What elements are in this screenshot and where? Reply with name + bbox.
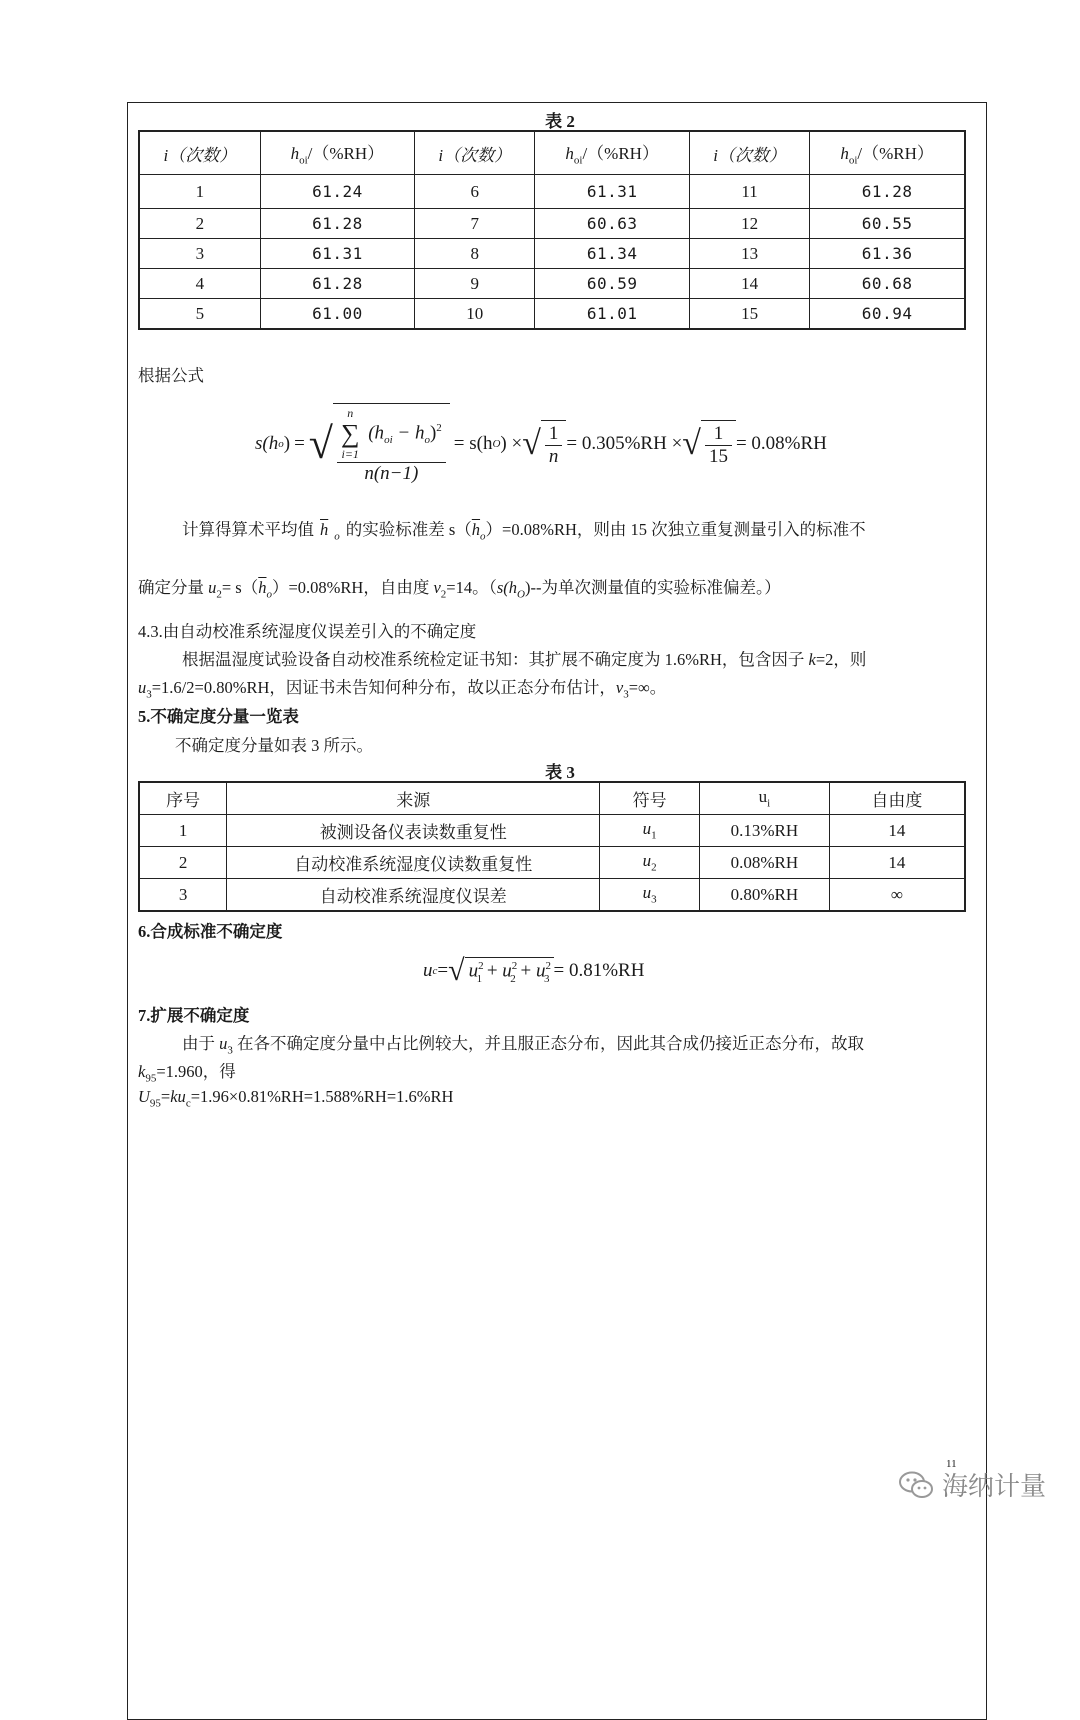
table2-caption: 表 2: [545, 112, 575, 131]
numer-term: (h: [368, 422, 385, 444]
table-cell: $u_3$: [600, 879, 700, 912]
table-cell: 60.68: [810, 269, 965, 299]
fraction-1-over-15: [701, 420, 736, 468]
paragraph-u2: 确定分量 $u_2= s(\overline{h}_o)=0.08\%RH$，自由度 $v_2=14$。（$s(h_O)--$为单次测量值的实验标准偏差。）: [138, 578, 781, 601]
sqrt-sign-icon: √: [522, 425, 541, 462]
section-7-heading: 7.扩展不确定度: [138, 1006, 250, 1025]
table-row: [139, 269, 965, 299]
table2-header-index: i（次数）: [689, 131, 809, 175]
table2-header-value: $h_{oi}/(\%RH)$: [260, 131, 414, 175]
table-row: [139, 879, 965, 912]
table-cell: 14: [829, 815, 965, 847]
table-cell: 61.28: [810, 175, 965, 209]
formula-fraction: [337, 406, 446, 485]
numer-sub: o: [424, 434, 430, 447]
table-cell: 7: [415, 209, 535, 239]
formula-lhs: s(h: [255, 433, 279, 454]
table-cell: 60.59: [535, 269, 689, 299]
numer-minus: − h: [392, 422, 425, 444]
table2-header-index: i（次数）: [415, 131, 535, 175]
formula-eq1: = s(h: [453, 433, 493, 454]
numer-power: 2: [436, 422, 442, 435]
paragraph-table3-ref: 不确定度分量如表 3 所示。: [175, 736, 373, 755]
sigma-icon: ∑: [340, 419, 360, 448]
sqrt-body: [333, 403, 450, 485]
table-cell: 61.34: [535, 239, 689, 269]
sqrt-sign-icon: √: [448, 954, 465, 987]
table2-header-value: $h_{oi}/(\%RH)$: [810, 131, 965, 175]
paragraph-mean-std: 计算得算术平均值 $\overline{h}$ $_o$ 的实验标准差 $s(\overline{h}_o)=0.08\%RH$，则由 15 次独立重复测量引入的标准不: [182, 520, 866, 543]
watermark-text: 海纳计量: [942, 1472, 1047, 1502]
table3-header-row: [139, 782, 965, 815]
table-cell: 12: [689, 209, 809, 239]
paragraph-k95: $k_{95}=1.960$，得: [138, 1062, 236, 1085]
table-cell: 1: [139, 175, 260, 209]
table-cell: ∞: [829, 879, 965, 912]
table-cell: 自动校准系统湿度仪读数重复性: [227, 847, 600, 879]
table-cell: 被测设备仪表读数重复性: [227, 815, 600, 847]
formula-combined-uncertainty: u c = √ $u^2_1 + u^2_2 + u^2_3$ = 0.81%RH: [423, 954, 645, 987]
table-cell: 11: [689, 175, 809, 209]
numer-close: ): [429, 422, 437, 444]
formula-denominator: n(n−1): [364, 463, 419, 484]
formula-lhs-sub: o: [278, 438, 284, 450]
table-cell: 8: [415, 239, 535, 269]
paragraph-certificate: 根据温湿度试验设备自动校准系统检定证书知：其扩展不确定度为 1.6%RH，包含因子 k=2，则: [182, 650, 867, 669]
table-cell: 自动校准系统湿度仪误差: [227, 879, 600, 912]
table-cell: 61.28: [260, 269, 414, 299]
table-row: [139, 815, 965, 847]
table-cell: 10: [415, 299, 535, 330]
table-cell: 61.28: [260, 209, 414, 239]
sqrt-sign-icon: √: [308, 419, 333, 468]
formula-eq1-rest: ) ×: [500, 433, 523, 454]
table-cell: 13: [689, 239, 809, 269]
table3: [138, 781, 966, 912]
table3-header-symbol: 符号: [600, 782, 700, 815]
formula-numerator: [337, 406, 446, 463]
table-cell: 60.94: [810, 299, 965, 330]
table-cell: 61.31: [260, 239, 414, 269]
formula-eq3: = 0.08%RH: [735, 433, 827, 454]
sum-upper: n: [347, 406, 354, 420]
table3-header-ui: $u_i$: [700, 782, 830, 815]
table-cell: 2: [139, 847, 227, 879]
table-cell: 1: [139, 815, 227, 847]
table-cell: 4: [139, 269, 260, 299]
table-row: [139, 239, 965, 269]
table3-header-dof: 自由度: [829, 782, 965, 815]
paragraph-k95-reason: 由于 $u_3$ 在各不确定度分量中占比例较大，并且服正态分布，因此其合成仍接近正态分布，故取: [182, 1034, 864, 1057]
sqrt-sign-icon: √: [682, 425, 701, 462]
table3-caption: 表 3: [545, 763, 575, 782]
wechat-icon: [898, 1470, 934, 1500]
table-cell: $u_2$: [600, 847, 700, 879]
formula-eq2: = 0.305%RH ×: [566, 433, 683, 454]
table-cell: 14: [829, 847, 965, 879]
table3-header-source: 来源: [227, 782, 600, 815]
section-6-heading: 6.合成标准不确定度: [138, 922, 283, 941]
page-number: 11: [946, 1458, 957, 1470]
table-cell: 9: [415, 269, 535, 299]
section-5-heading: 5.不确定度分量一览表: [138, 707, 299, 726]
table-row: [139, 299, 965, 330]
table-cell: 61.00: [260, 299, 414, 330]
table2-header-row: [139, 131, 965, 175]
table-cell: 61.01: [535, 299, 689, 330]
table2: [138, 130, 966, 330]
table-cell: 60.63: [535, 209, 689, 239]
table-row: [139, 847, 965, 879]
table-cell: 3: [139, 879, 227, 912]
section-4-3: 4.3.由自动校准系统湿度仪误差引入的不确定度: [138, 622, 477, 641]
table-row: [139, 209, 965, 239]
table-cell: 15: [689, 299, 809, 330]
table-cell: 0.08%RH: [700, 847, 830, 879]
table-row: [139, 175, 965, 209]
sqrt-body: $u^2_1 + u^2_2 + u^2_3$: [465, 957, 554, 984]
table2-header-index: i（次数）: [139, 131, 260, 175]
frac-num: 1: [705, 423, 732, 446]
table-cell: 61.31: [535, 175, 689, 209]
table-cell: 60.55: [810, 209, 965, 239]
formula-eq1-sub: O: [492, 438, 501, 450]
paragraph-u3: $u_3=1.6/2=0.80\%RH$，因证书未告知何种分布，故以正态分布估计，$v_3=\infty$。: [138, 678, 667, 701]
fraction-1-over-n: [541, 420, 567, 468]
watermark: [898, 1466, 1046, 1503]
table-cell: 14: [689, 269, 809, 299]
numer-sub: oi: [384, 434, 393, 447]
table-cell: 5: [139, 299, 260, 330]
formula-intro: 根据公式: [138, 366, 204, 385]
frac-den: 15: [708, 446, 728, 467]
table-cell: 2: [139, 209, 260, 239]
table-cell: 0.80%RH: [700, 879, 830, 912]
table-cell: 61.36: [810, 239, 965, 269]
paragraph-u95: $U_{95}=ku_c=1.96\times 0.81\%RH=1.588\%RH=1.6\%RH$: [138, 1087, 454, 1110]
table-cell: $u_1$: [600, 815, 700, 847]
frac-den: n: [548, 446, 559, 467]
table3-header-no: 序号: [139, 782, 227, 815]
sum-lower: i=1: [341, 447, 359, 461]
table2-header-value: $h_{oi}/(\%RH)$: [535, 131, 689, 175]
table-cell: 61.24: [260, 175, 414, 209]
table-cell: 6: [415, 175, 535, 209]
formula-std-dev: s(h o ) = √ n ∑ i=1 $(h_{oi} - h_o)^2$ n(n−1) = s(h O ) × √ $\frac{1}{n}$ = 0.305%RH × √ $\frac{1}{15}$ = 0.08%RH: [255, 398, 827, 490]
table-cell: 0.13%RH: [700, 815, 830, 847]
table-cell: 3: [139, 239, 260, 269]
frac-num: 1: [545, 423, 563, 446]
